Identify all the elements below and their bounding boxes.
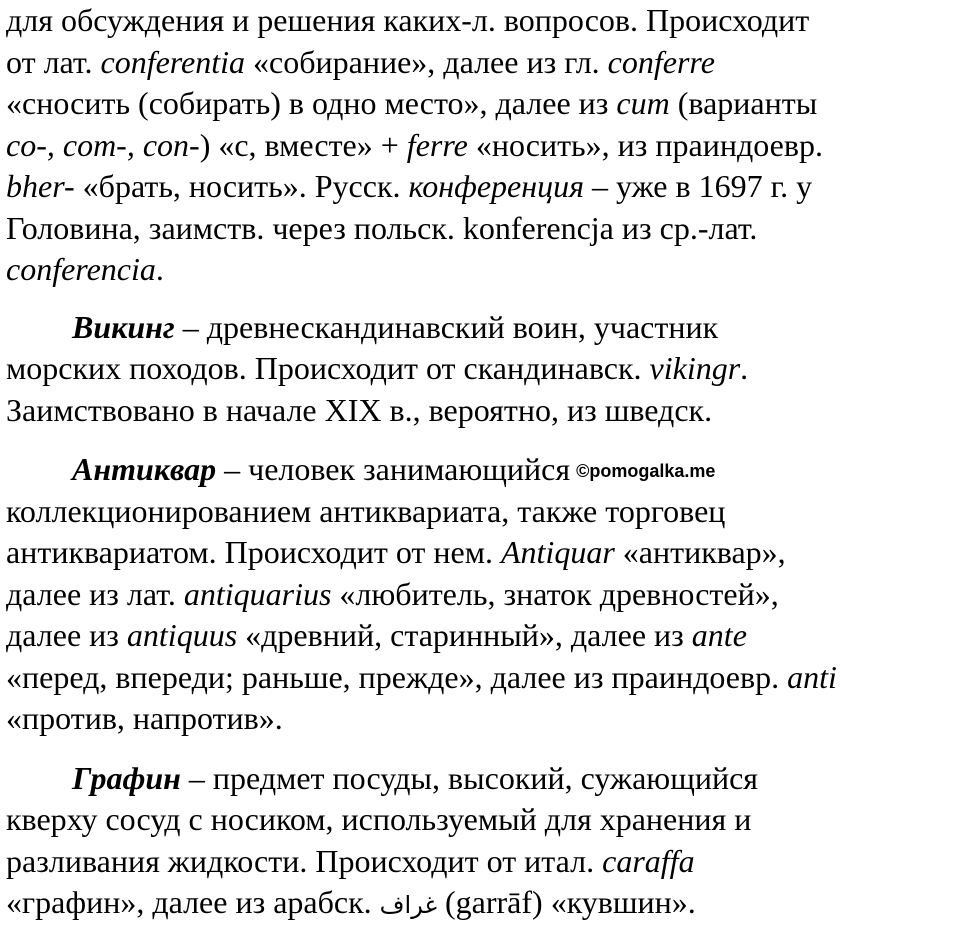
- text-line: [6, 615, 960, 657]
- text-span: «перед, впереди; раньше, прежде», далее из праиндоевр.: [6, 658, 788, 695]
- italic-word: конференция: [408, 168, 584, 204]
- italic-word: conferencia: [6, 251, 156, 287]
- text-span: «древний, старинный», далее из: [237, 617, 692, 653]
- text-line: [6, 249, 960, 291]
- text-line: [6, 491, 960, 533]
- text-line: [6, 166, 960, 208]
- text-span: «собирание», далее из гл.: [245, 43, 608, 80]
- text-line: [6, 83, 960, 125]
- italic-word: cum: [616, 85, 670, 121]
- text-span: «любитель, знаток древностей»,: [331, 575, 779, 612]
- text-span: «против, напротив».: [6, 700, 283, 736]
- text-line: [6, 758, 960, 800]
- paragraph-conference: [6, 0, 960, 291]
- entry-term: Графин: [72, 759, 181, 796]
- text-span: «брать, носить». Русск.: [74, 168, 409, 204]
- italic-word: vikingr: [649, 350, 741, 386]
- entry-term: Антиквар: [72, 451, 217, 487]
- entry-term: Викинг: [72, 308, 175, 345]
- text-line: [6, 42, 960, 84]
- text-span: .: [155, 251, 164, 287]
- italic-word: ferre: [406, 126, 468, 163]
- text-span: антиквариатом. Происходит от нем.: [6, 534, 501, 570]
- text-line: [6, 307, 960, 349]
- watermark: ©pomogalka.me: [576, 461, 716, 481]
- text-span: далее из лат.: [6, 575, 184, 612]
- italic-word: antiquus: [126, 617, 238, 653]
- italic-word: conferentia: [100, 43, 246, 80]
- text-line: [6, 449, 960, 491]
- text-span: «сносить (собирать) в одно место», далее из: [6, 85, 617, 121]
- text-span: «носить», из праиндоевр.: [467, 126, 823, 163]
- text-line: [6, 0, 960, 42]
- text-span: «графин», далее из арабск.: [6, 884, 380, 920]
- text-span: разливания жидкости. Происходит от итал.: [6, 842, 603, 879]
- text-span: «антиквар»,: [614, 534, 786, 570]
- italic-word: antiquarius: [183, 575, 332, 612]
- italic-word: ante: [691, 617, 747, 653]
- italic-word: conferre: [607, 43, 715, 80]
- text-line: [6, 532, 960, 574]
- text-span: Головина, заимств. через польск. konferencja из ср.-лат.: [6, 209, 758, 246]
- paragraph-grafin: [6, 758, 960, 924]
- text-line: [6, 841, 960, 883]
- italic-word: co-, com-, con-: [6, 126, 200, 163]
- text-span: морских походов. Происходит от скандинавск.: [6, 350, 650, 386]
- text-span: коллекционированием антиквариата, также торговец: [6, 492, 726, 529]
- text-line: [6, 799, 960, 841]
- text-line: [6, 348, 960, 390]
- paragraph-antiquar: [6, 449, 960, 740]
- text-span: – древнескандинавский воин, участник: [174, 308, 719, 345]
- text-span: от лат.: [6, 43, 101, 80]
- text-line: [6, 125, 960, 167]
- text-line: [6, 698, 960, 740]
- text-line: [6, 657, 960, 699]
- text-line: [6, 882, 960, 924]
- arabic-word: غراف: [379, 891, 437, 919]
- text-span: для обсуждения и решения каких-л. вопросов. Происходит: [6, 2, 810, 38]
- text-span: – предмет посуды, высокий, сужающийся: [180, 759, 758, 796]
- text-line: [6, 574, 960, 616]
- text-span: – уже в 1697 г. у: [583, 168, 813, 204]
- text-line: [6, 390, 960, 432]
- text-span: .: [740, 350, 749, 386]
- italic-word: bher-: [6, 168, 75, 204]
- text-span: Заимствовано в начале XIX в., вероятно, из шведск.: [6, 391, 713, 428]
- text-span: (варианты: [669, 85, 818, 121]
- italic-word: anti: [787, 658, 837, 695]
- text-line: [6, 208, 960, 250]
- paragraph-viking: [6, 307, 960, 432]
- text-span: далее из: [6, 617, 127, 653]
- text-span: (garrāf) «кувшин».: [437, 884, 696, 920]
- text-span: ) «с, вместе» +: [199, 126, 407, 163]
- text-span: – человек занимающийся: [216, 451, 571, 487]
- italic-word: Antiquar: [500, 534, 615, 570]
- italic-word: caraffa: [602, 842, 695, 879]
- text-span: кверху сосуд с носиком, используемый для хранения и: [6, 801, 752, 837]
